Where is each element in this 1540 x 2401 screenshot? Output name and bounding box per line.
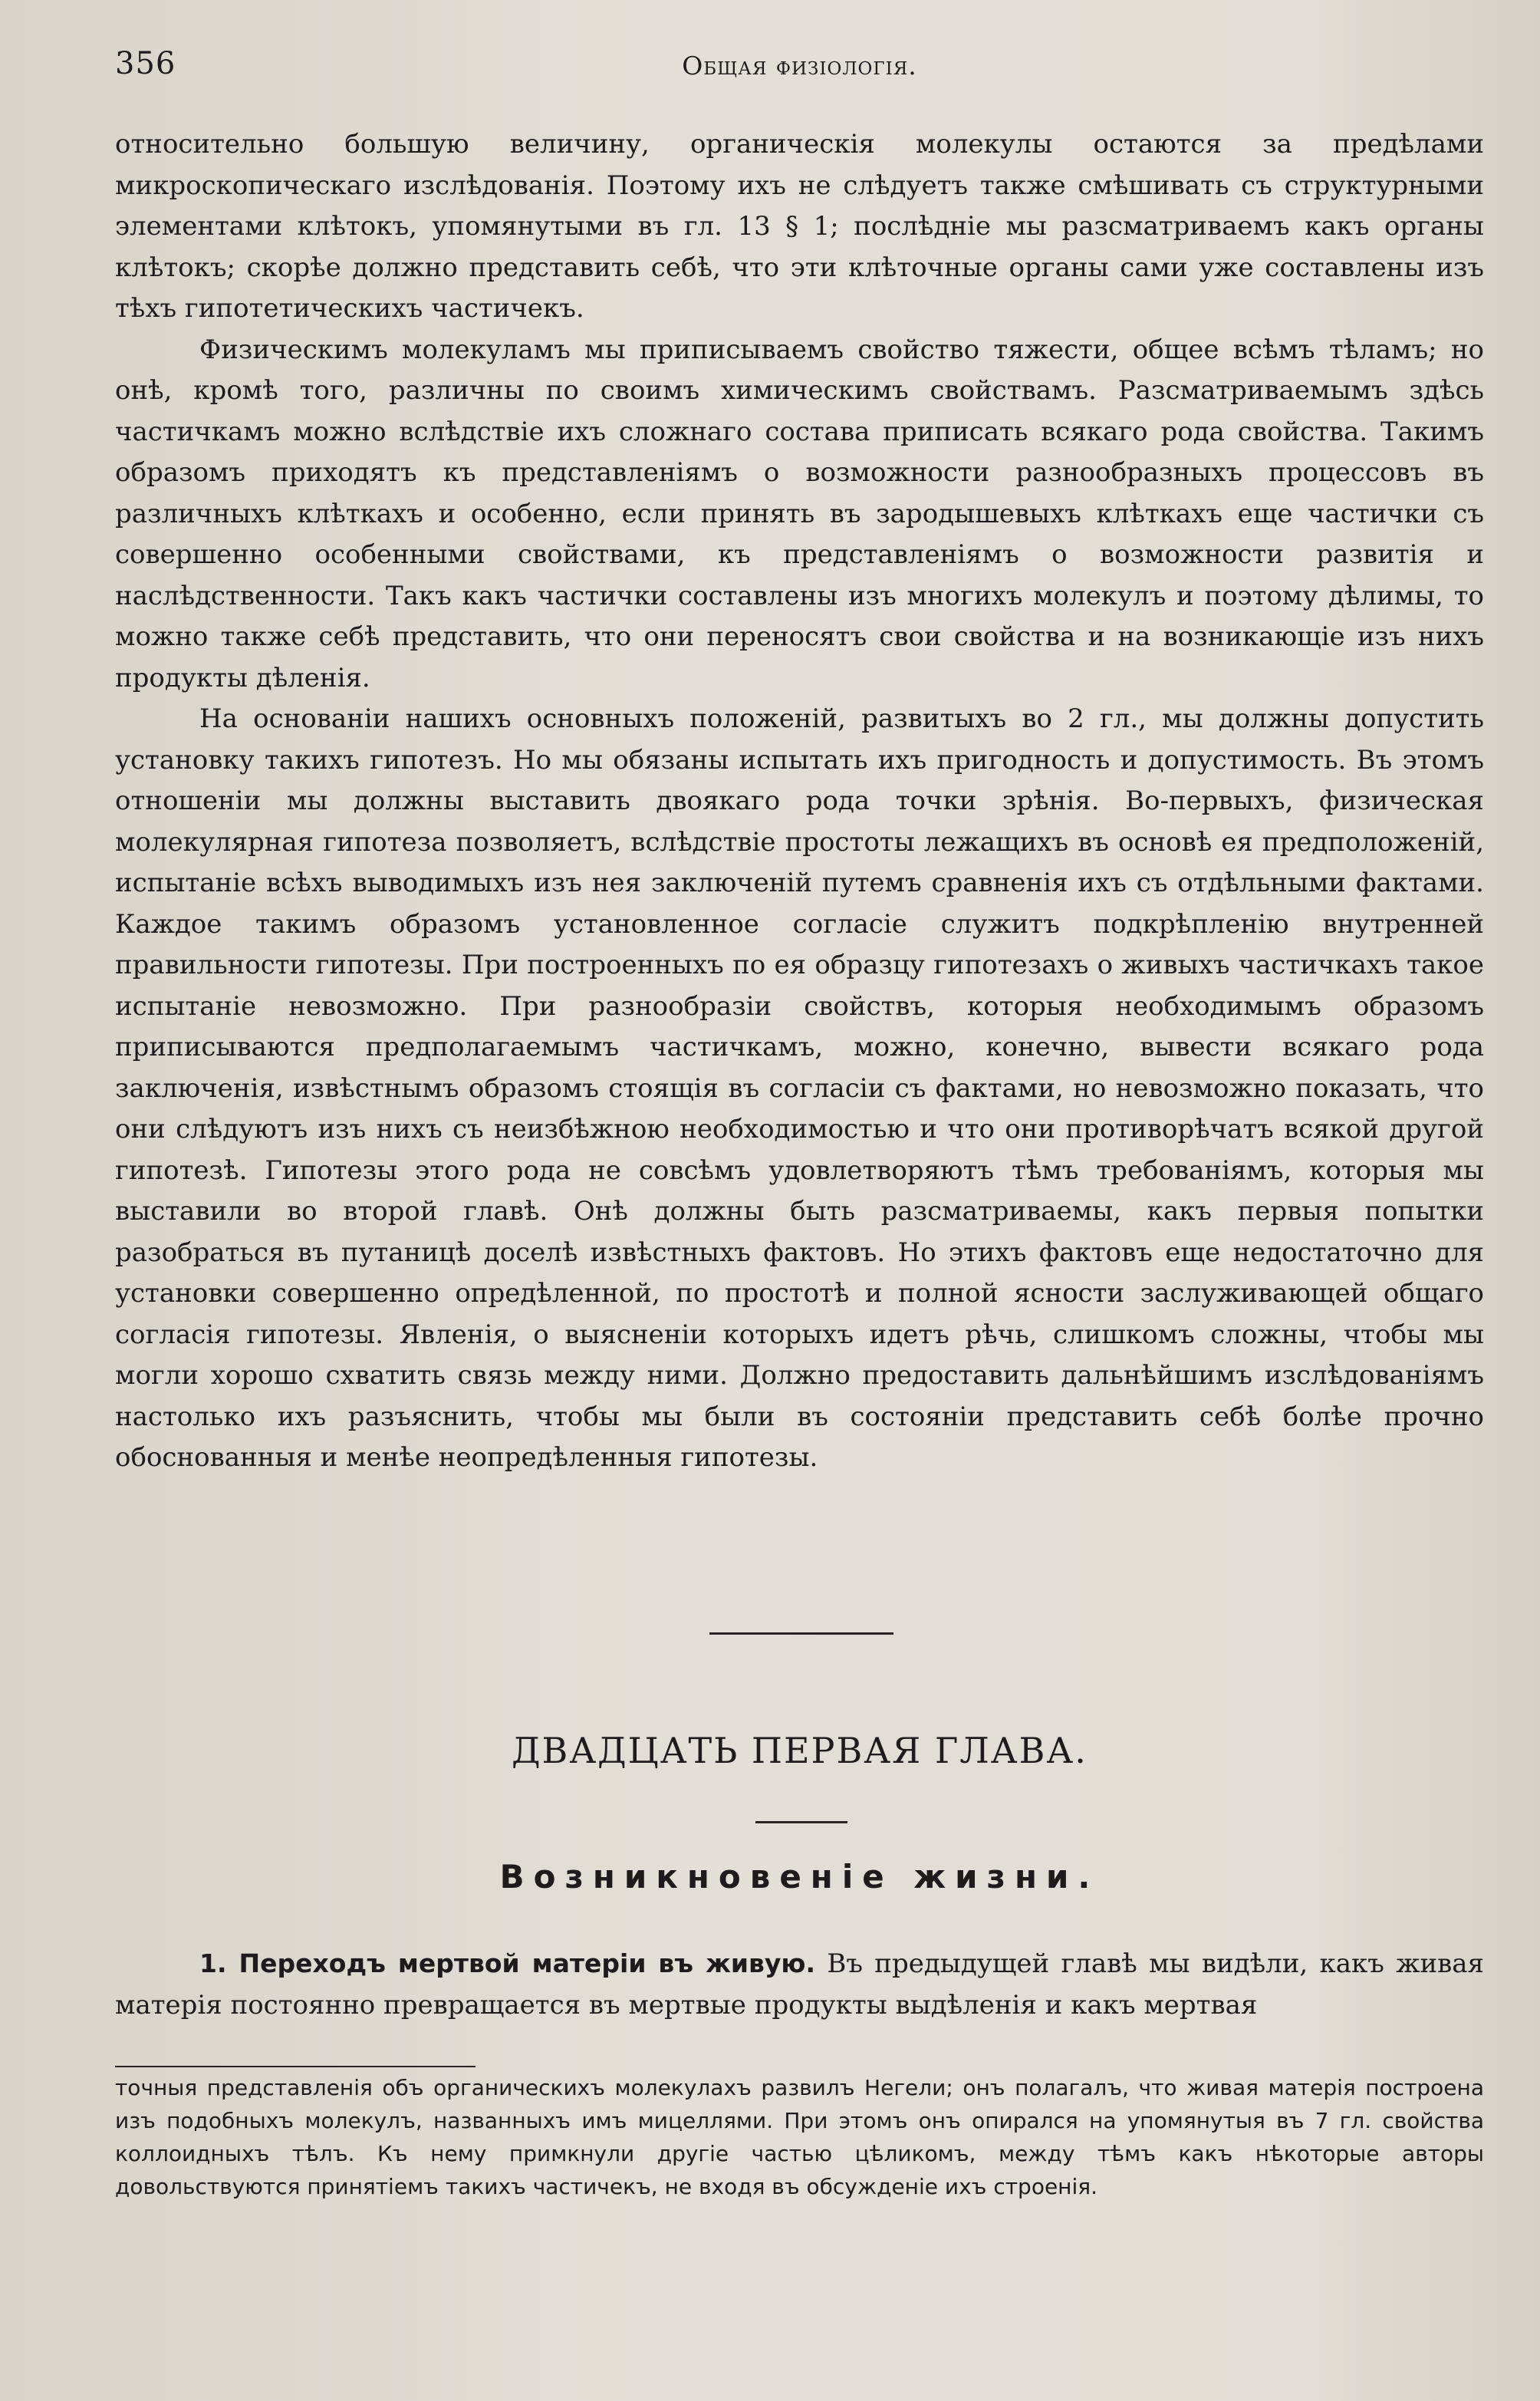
footnote-text: точныя представленiя объ органическихъ молекулахъ развилъ Негели; онъ полагалъ, что живая матерiя построена изъ подобныхъ молекулъ, названныхъ имъ мицеллями. При этомъ онъ опирался на упомянутыя въ 7 гл. свойства коллоидныхъ тѣлъ. Къ нему примкнули другiе частью цѣликомъ, между тѣмъ какъ нѣкоторые авторы довольствуются принятiемъ такихъ частичекъ, не входя въ обсужденiе ихъ строенiя. xyxy=(115,2075,1484,2199)
section-text xyxy=(115,1943,1484,2026)
paragraph-physical-molecules: Физическимъ молекуламъ мы приписываемъ свойство тяжести, общее всѣмъ тѣламъ; но онѣ, кромѣ того, различны по своимъ химическимъ свойствамъ. Разсматриваемымъ здѣсь частичкамъ можно вслѣдствiе ихъ сложнаго состава приписать всякаго рода свойства. Такимъ образомъ приходятъ къ представленiямъ о возможности разнообразныхъ процессовъ въ различныхъ клѣткахъ и особенно, если принять въ зародышевыхъ клѣткахъ еще частички съ совершенно особенными свойствами, къ представленiямъ о возможности развитiя и наслѣдственности. Такъ какъ частички составлены изъ многихъ молекулъ и поэтому дѣлимы, то можно также себѣ представить, что они переносятъ свои свойства и на возникающiе изъ нихъ продукты дѣленiя. xyxy=(115,334,1484,693)
section-body: Въ предыдущей главѣ мы видѣли, какъ живая матерiя постоянно превращается въ мертвые продукты выдѣленiя и какъ мертвая xyxy=(115,1948,1484,2021)
chapter-subtitle: Возникновенiе жизни. xyxy=(499,1858,1100,1895)
paragraph-hypotheses: На основанiи нашихъ основныхъ положенiй, развитыхъ во 2 гл., мы должны допустить установку такихъ гипотезъ. Но мы обязаны испытать ихъ пригодность и допустимость. Въ этомъ отношенiи мы должны выставить двоякаго рода точки зрѣнiя. Во-первыхъ, физическая молекулярная гипотеза позволяетъ, вслѣдствiе простоты лежащихъ въ основѣ ея предположенiй, испытанiе всѣхъ выводимыхъ изъ нея заключенiй путемъ сравненiя ихъ съ отдѣльными фактами. Каждое такимъ образомъ установленное согласiе служитъ подкрѣпленiю внутренней правильности гипотезы. При построенныхъ по ея образцу гипотезахъ о живыхъ частичкахъ такое испытанiе невозможно. При разнообразiи свойствъ, которыя необходимымъ образомъ приписываются предполагаемымъ частичкамъ, можно, конечно, вывести всякаго рода заключенiя, извѣстнымъ образомъ стоящiя въ согласiи съ фактами, но невозможно показать, что они слѣдуютъ изъ нихъ съ неизбѣжною необходимостью и что они противорѣчатъ всякой другой гипотезѣ. Гипотезы этого рода не совсѣмъ удовлетворяютъ тѣмъ требованiямъ, которыя мы выставили во второй главѣ. Онѣ должны быть разсматриваемы, какъ первыя попытки разобраться въ путаницѣ доселѣ извѣстныхъ фактовъ. Но этихъ фактовъ еще недостаточно для установки совершенно опредѣленной, по простотѣ и полной ясности заслуживающей общаго согласiя гипотезы. Явленiя, о выясненiи которыхъ идетъ рѣчь, слишкомъ сложны, чтобы мы могли хорошо схватить связь между ними. Должно предоставить дальнѣйшимъ изслѣдованiямъ настолько ихъ разъяснить, чтобы мы были въ состоянiи представить себѣ болѣе прочно обоснованныя и менѣе неопредѣленныя гипотезы. xyxy=(115,703,1484,1473)
main-text xyxy=(115,124,1484,1479)
section-divider-rule xyxy=(709,1632,893,1635)
page-header xyxy=(115,46,1484,84)
page-number: 356 xyxy=(115,46,176,81)
running-title: Общая физiологiя. xyxy=(682,51,917,81)
footnote-rule xyxy=(115,2066,475,2067)
chapter-divider-rule xyxy=(755,1821,847,1823)
chapter-title: ДВАДЦАТЬ ПЕРВАЯ ГЛАВА. xyxy=(512,1730,1088,1771)
footnote xyxy=(115,2071,1484,2203)
paragraph-continuation: относительно большую величину, органическiя молекулы остаются за предѣлами микроскопическаго изслѣдованiя. Поэтому ихъ не слѣдуетъ также смѣшивать съ структурными элементами клѣтокъ, упомянутыми въ гл. 13 § 1; послѣднiе мы разсматриваемъ какъ органы клѣтокъ; скорѣе должно представить себѣ, что эти клѣточные органы сами уже составлены изъ тѣхъ гипотетическихъ частичекъ. xyxy=(115,129,1484,324)
section-paragraph xyxy=(115,1943,1484,2026)
section-heading: 1. Переходъ мертвой матерiи въ живую. xyxy=(199,1948,816,1978)
